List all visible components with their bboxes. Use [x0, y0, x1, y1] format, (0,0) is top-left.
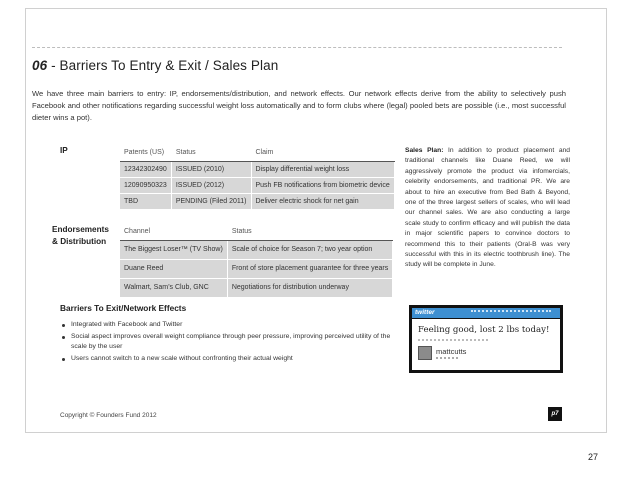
slide-title: [32, 58, 278, 73]
tweet-card: [412, 319, 560, 370]
channel-name: Duane Reed: [120, 259, 227, 278]
channel-status: Front of store placement guarantee for three years: [227, 259, 392, 278]
patent-status: PENDING (Filed 2011): [171, 193, 251, 209]
intro-paragraph: We have three main barriers to entry: IP, endorsements/distribution, and network effects. Our network effects derive from the ability to selectively push Facebook and other notifications regarding successful weight loss automatically and to form clubs where (legal) pooled bets are possible (i.e., most successful dieter wins a pot).: [32, 89, 566, 122]
list-item: Integrated with Facebook and Twitter: [62, 320, 402, 331]
twitter-logo: twitter: [415, 309, 435, 316]
table-row: [120, 259, 393, 278]
exit-section-title: Barriers To Exit/Network Effects: [60, 303, 187, 313]
endorsements-table-header: [120, 224, 393, 240]
channel-name: The Biggest Loser™ (TV Show): [120, 240, 227, 259]
endorsements-table: [120, 224, 393, 298]
list-item: Users cannot switch to a new scale without confronting their actual weight: [62, 354, 402, 365]
patent-claim: Push FB notifications from biometric device: [251, 177, 394, 193]
title-text: - Barriers To Entry & Exit / Sales Plan: [47, 58, 279, 73]
ip-table: [120, 145, 395, 210]
twitter-nav-links: [471, 310, 551, 314]
tweet-screenshot: [409, 305, 563, 373]
table-row: [120, 278, 393, 297]
endorsements-label-line2: & Distribution: [52, 236, 107, 246]
sales-plan-paragraph: [405, 146, 570, 271]
table-row: [120, 161, 394, 177]
ip-label: IP: [60, 146, 68, 155]
table-row: [120, 240, 393, 259]
tweet-message: Feeling good, lost 2 lbs today!: [418, 325, 550, 335]
endorsements-header-channel: Channel: [120, 224, 227, 240]
sales-plan-text: In addition to product placement and traditional channels like Duane Reed, we will aggressively promote the product via infomercials, celebrity endorsements, and traditional PR. We are about to hire an executive from Bed Bath & Beyond, one of the three largest sellers of scales, who will lead our channel sales. We are also conducting a large scale study to confirm efficacy and will publish the data in major scientific papers to convince doctors to recommend this to their patients (Oral-B was very successful with this in its electric toothbrush line). The study will be complete in June.: [405, 147, 570, 269]
tweet-user-subtitle: [436, 357, 458, 359]
patent-number: 12090950323: [120, 177, 171, 193]
endorsements-label-line1: Endorsements: [52, 225, 109, 234]
dashed-divider: [32, 47, 562, 48]
patent-number: 12342302490: [120, 161, 171, 177]
ip-header-claim: Claim: [251, 145, 394, 161]
endorsements-header-status: Status: [227, 224, 392, 240]
patent-claim: Deliver electric shock for net gain: [251, 193, 394, 209]
table-row: [120, 177, 394, 193]
page-number: 27: [588, 452, 599, 462]
patent-status: ISSUED (2012): [171, 177, 251, 193]
avatar: [418, 346, 432, 360]
patent-status: ISSUED (2010): [171, 161, 251, 177]
slide-badge: p7: [548, 407, 562, 421]
endorsements-label: [52, 224, 109, 247]
ip-header-patents: Patents (US): [120, 145, 171, 161]
ip-table-header: [120, 145, 394, 161]
tweet-meta: [418, 339, 488, 341]
ip-header-status: Status: [171, 145, 251, 161]
table-row: [120, 193, 394, 209]
channel-status: Scale of choice for Season 7; two year option: [227, 240, 392, 259]
title-number: 06: [32, 58, 48, 73]
list-item: Social aspect improves overall weight compliance through peer pressure, improving perceived utility of the scale by the user: [62, 332, 402, 353]
channel-status: Negotiations for distribution underway: [227, 278, 392, 297]
tweet-username: mattcutts: [436, 347, 467, 356]
patent-claim: Display differential weight loss: [251, 161, 394, 177]
sales-plan-heading: Sales Plan:: [405, 147, 444, 154]
channel-name: Walmart, Sam’s Club, GNC: [120, 278, 227, 297]
copyright-text: Copyright © Founders Fund 2012: [60, 412, 157, 419]
patent-number: TBD: [120, 193, 171, 209]
exit-bullet-list: [62, 320, 402, 365]
